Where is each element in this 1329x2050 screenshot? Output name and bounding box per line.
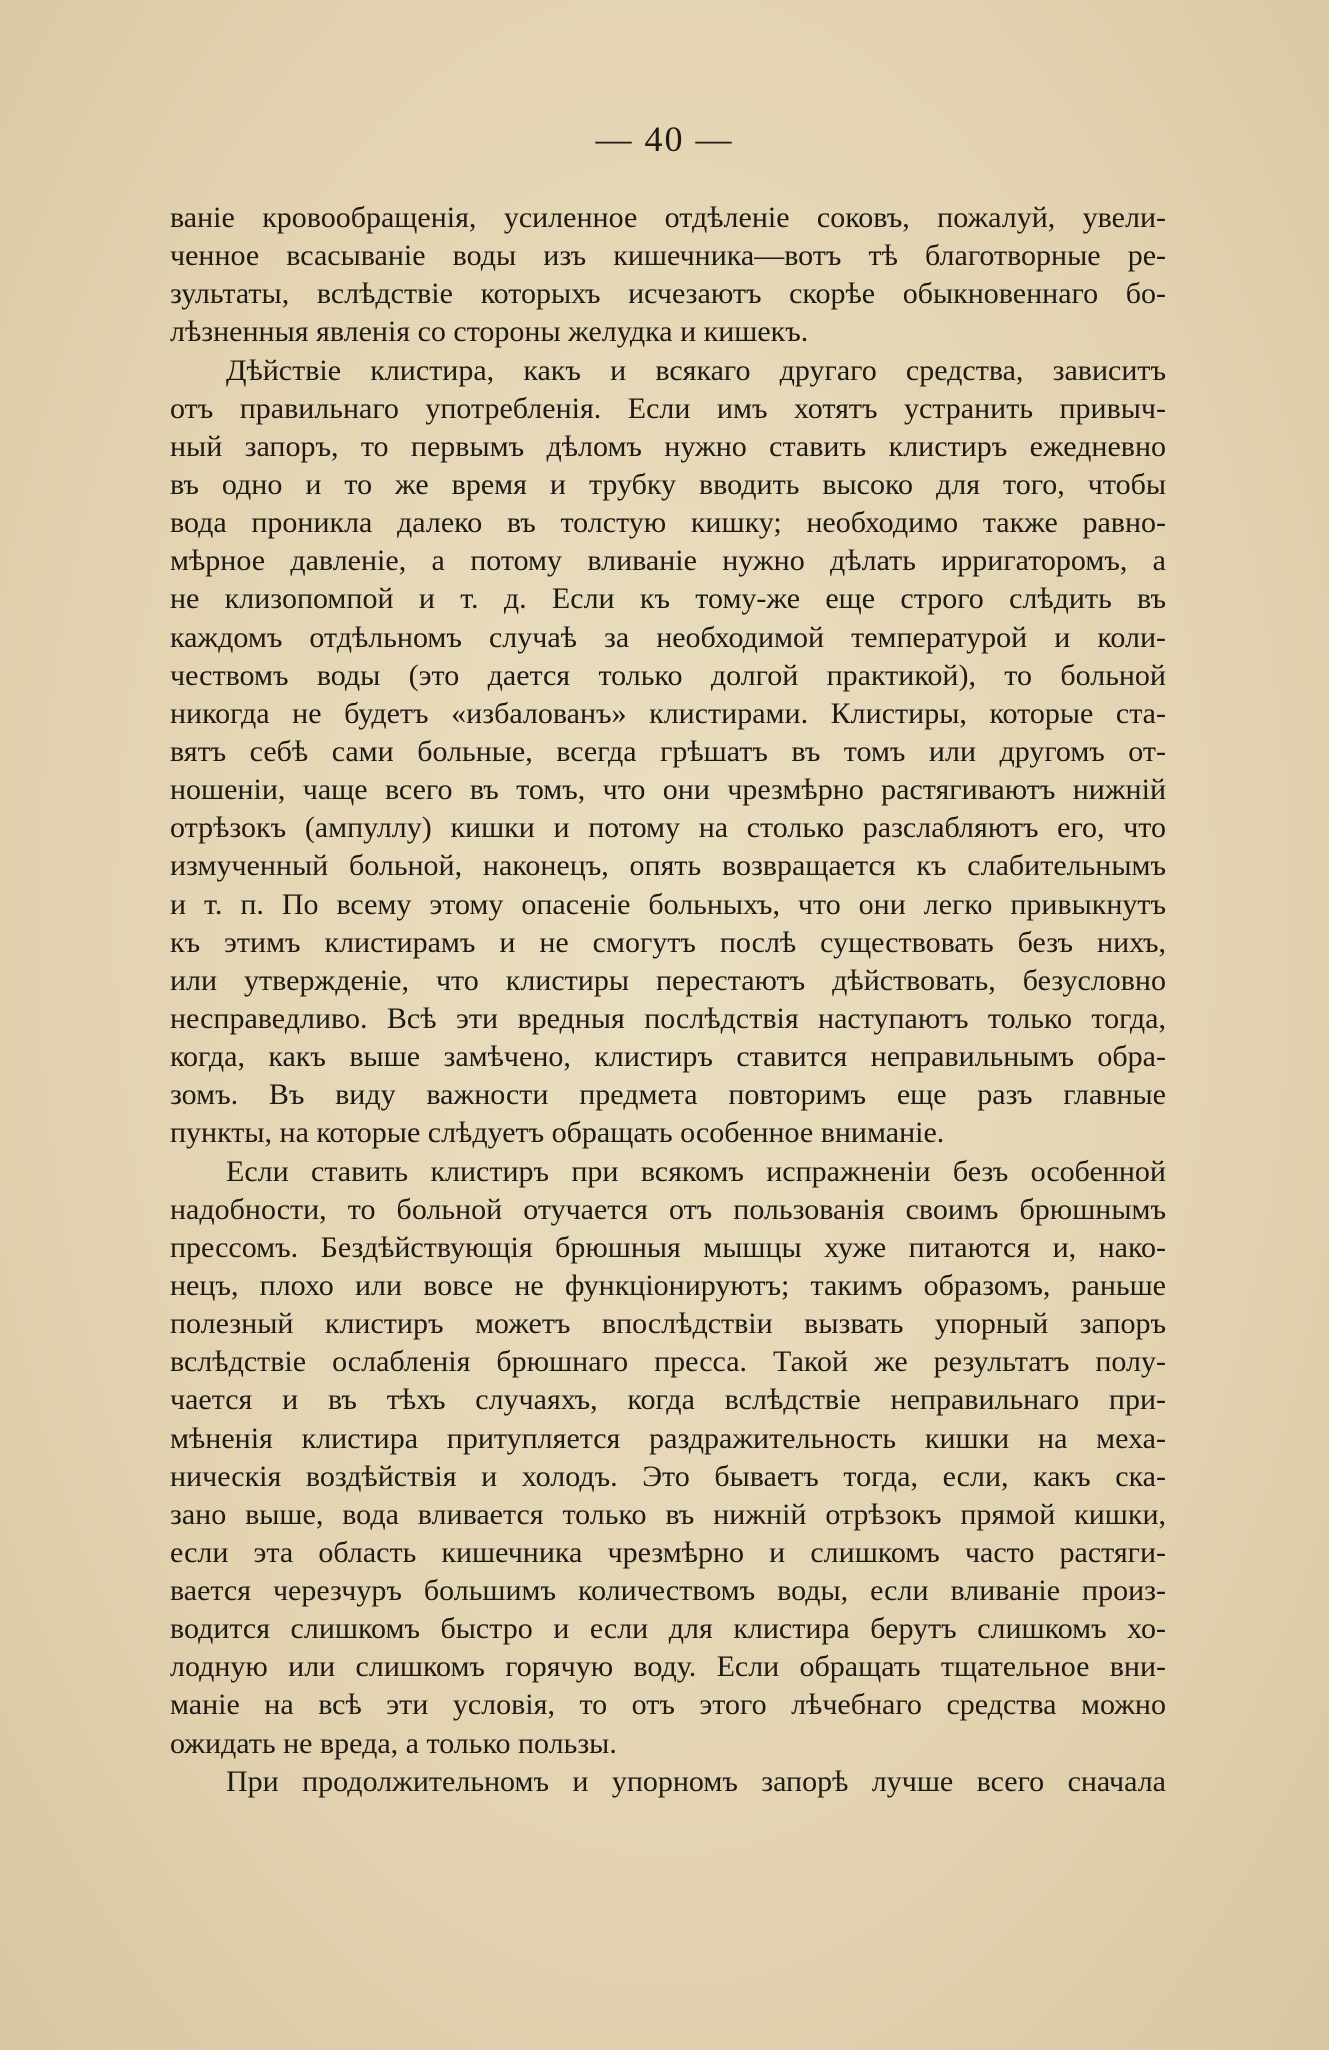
text-line: вода проникла далеко въ толстую кишку; необходимо также равно- bbox=[170, 506, 1166, 540]
page-number: — 40 — bbox=[595, 119, 734, 159]
text-line: и т. п. По всему этому опасеніе больныхъ, что они легко привыкнутъ bbox=[170, 887, 1166, 921]
text-line: надобности, то больной отучается отъ пользованія своимъ брюшнымъ bbox=[170, 1192, 1166, 1226]
text-line: При продолжительномъ и упорномъ запорѣ лучше всего сначала bbox=[226, 1764, 1166, 1798]
text-line: каждомъ отдѣльномъ случаѣ за необходимой температурой и коли- bbox=[170, 620, 1166, 654]
text-line: прессомъ. Бездѣйствующія брюшныя мышцы хуже питаются и, нако- bbox=[170, 1230, 1166, 1264]
text-line: чается и въ тѣхъ случаяхъ, когда вслѣдствіе неправильнаго при- bbox=[170, 1383, 1166, 1417]
text-line: мѣненія клистира притупляется раздражительность кишки на меха- bbox=[170, 1421, 1166, 1455]
text-line: нецъ, плохо или вовсе не функціонируютъ; такимъ образомъ, раньше bbox=[170, 1268, 1166, 1302]
text-line: въ одно и то же время и трубку вводить высоко для того, чтобы bbox=[170, 467, 1166, 501]
text-line: водится слишкомъ быстро и если для клистира берутъ слишкомъ хо- bbox=[170, 1612, 1166, 1646]
text-line: чествомъ воды (это дается только долгой практикой), то больной bbox=[170, 658, 1166, 692]
text-line: ный запоръ, то первымъ дѣломъ нужно ставить клистиръ ежедневно bbox=[170, 429, 1166, 463]
body-text bbox=[170, 199, 1166, 1801]
text-line: маніе на всѣ эти условія, то отъ этого лѣчебнаго средства можно bbox=[170, 1688, 1166, 1722]
text-line: измученный больной, наконецъ, опять возвращается къ слабительнымъ bbox=[170, 849, 1166, 883]
text-line: вслѣдствіе ослабленія брюшнаго пресса. Такой же результатъ полу- bbox=[170, 1345, 1166, 1379]
text-line: пункты, на которые слѣдуетъ обращать особенное вниманіе. bbox=[170, 1116, 945, 1150]
text-line: лодную или слишкомъ горячую воду. Если обращать тщательное вни- bbox=[170, 1650, 1166, 1684]
text-line: отрѣзокъ (ампуллу) кишки и потому на столько разслабляютъ его, что bbox=[170, 811, 1166, 845]
text-line: вятъ себѣ сами больные, всегда грѣшатъ въ томъ или другомъ от- bbox=[170, 734, 1166, 768]
text-line: полезный клистиръ можетъ впослѣдствіи вызвать упорный запоръ bbox=[170, 1307, 1166, 1341]
text-line: ническія воздѣйствія и холодъ. Это бываетъ тогда, если, какъ ска- bbox=[170, 1459, 1166, 1493]
text-line: когда, какъ выше замѣчено, клистиръ ставится неправильнымъ обра- bbox=[170, 1040, 1166, 1074]
text-line: отъ правильнаго употребленія. Если имъ хотятъ устранить привыч- bbox=[170, 391, 1166, 425]
text-line: ношеніи, чаще всего въ томъ, что они чрезмѣрно растягиваютъ нижній bbox=[170, 773, 1166, 807]
text-line: ожидать не вреда, а только пользы. bbox=[170, 1726, 617, 1760]
text-line: ваніе кровообращенія, усиленное отдѣленіе соковъ, пожалуй, увели- bbox=[170, 201, 1166, 234]
text-line: никогда не будетъ «избалованъ» клистирами. Клистиры, которые ста- bbox=[170, 696, 1166, 730]
text-line: ченное всасываніе воды изъ кишечника—вотъ тѣ благотворные ре- bbox=[170, 239, 1166, 273]
text-line: Если ставить клистиръ при всякомъ испражненіи безъ особенной bbox=[226, 1154, 1166, 1188]
text-line: лѣзненныя явленія со стороны желудка и кишекъ. bbox=[170, 315, 809, 349]
text-line: несправедливо. Всѣ эти вредныя послѣдствія наступаютъ только тогда, bbox=[170, 1001, 1166, 1035]
text-line: къ этимъ клистирамъ и не смогутъ послѣ существовать безъ нихъ, bbox=[170, 925, 1166, 959]
text-line: или утвержденіе, что клистиры перестаютъ дѣйствовать, безусловно bbox=[170, 963, 1166, 997]
text-line: зомъ. Въ виду важности предмета повторимъ еще разъ главные bbox=[170, 1078, 1166, 1112]
text-line: вается черезчуръ большимъ количествомъ воды, если вливаніе произ- bbox=[170, 1574, 1166, 1608]
text-line: если эта область кишечника чрезмѣрно и слишкомъ часто растяги- bbox=[170, 1535, 1166, 1569]
text-line: зано выше, вода вливается только въ нижній отрѣзокъ прямой кишки, bbox=[170, 1497, 1166, 1531]
text-line: Дѣйствіе клистира, какъ и всякаго другаго средства, зависитъ bbox=[226, 353, 1166, 387]
text-line: зультаты, вслѣдствіе которыхъ исчезаютъ скорѣе обыкновеннаго бо- bbox=[170, 277, 1166, 311]
text-line: не клизопомпой и т. д. Если къ тому-же еще строго слѣдить въ bbox=[170, 582, 1166, 616]
text-line: мѣрное давленіе, а потому вливаніе нужно дѣлать ирригаторомъ, а bbox=[170, 544, 1166, 578]
